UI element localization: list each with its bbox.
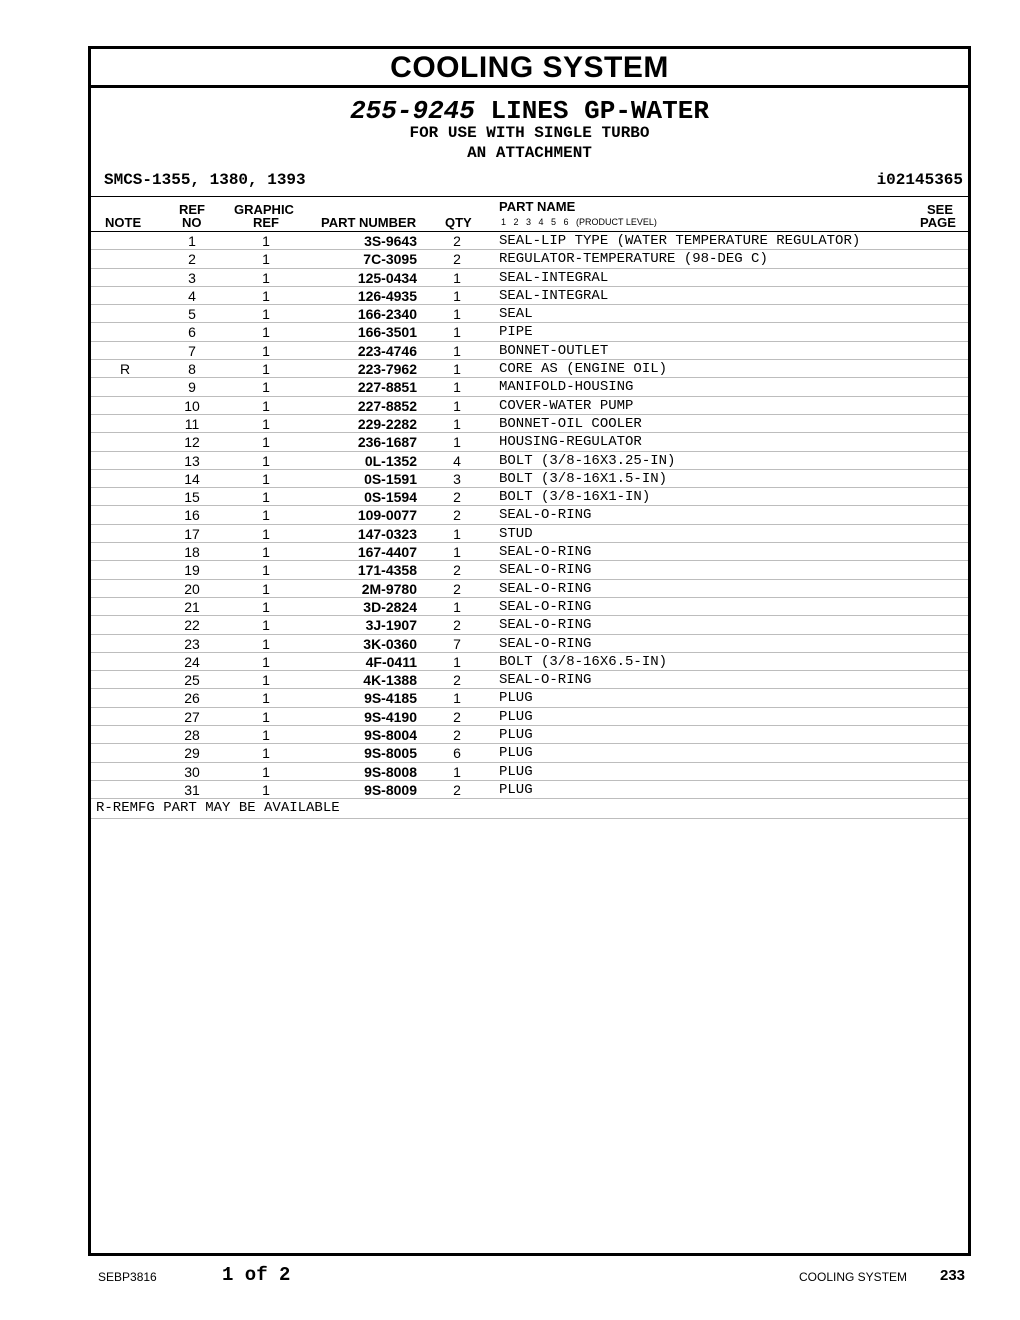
illustration-id: i02145365 <box>876 171 963 189</box>
ref-no-cell: 9 <box>188 379 196 396</box>
group-header <box>91 88 968 197</box>
table-row <box>91 580 968 598</box>
part-number-cell: 0S-1591 <box>364 470 417 487</box>
qty-cell: 1 <box>453 653 461 670</box>
graphic-ref-cell: 1 <box>262 763 270 780</box>
table-row <box>91 397 968 415</box>
table-row <box>91 561 968 579</box>
graphic-ref-cell: 1 <box>262 653 270 670</box>
table-row <box>91 433 968 451</box>
part-number-cell: 3D-2824 <box>363 598 417 615</box>
ref-no-cell: 24 <box>184 653 200 670</box>
graphic-ref-cell: 1 <box>262 306 270 323</box>
graphic-ref-cell: 1 <box>262 251 270 268</box>
table-row <box>91 598 968 616</box>
table-row <box>91 506 968 524</box>
group-name: LINES GP-WATER <box>490 96 709 126</box>
part-name-cell: MANIFOLD-HOUSING <box>499 379 634 396</box>
part-name-cell: SEAL-INTEGRAL <box>499 269 609 286</box>
qty-cell: 2 <box>453 781 461 798</box>
qty-cell: 1 <box>453 379 461 396</box>
qty-cell: 2 <box>453 562 461 579</box>
graphic-ref-cell: 1 <box>262 434 270 451</box>
part-number-cell: 0L-1352 <box>364 452 417 469</box>
graphic-ref-cell: 1 <box>262 287 270 304</box>
ref-no-cell: 7 <box>188 342 196 359</box>
part-name-cell: SEAL <box>499 306 533 323</box>
table-row <box>91 763 968 781</box>
footer-page-number: 233 <box>940 1267 966 1284</box>
ref-header-top: REF <box>179 202 205 217</box>
part-number-cell: 3K-0360 <box>363 635 417 652</box>
part-number-cell: 126-4935 <box>357 287 417 304</box>
section-title: COOLING SYSTEM <box>91 49 968 88</box>
part-number-cell: 0S-1594 <box>364 489 417 506</box>
part-name-cell: STUD <box>499 525 533 542</box>
table-row <box>91 269 968 287</box>
qty-cell: 2 <box>453 233 461 249</box>
table-row <box>91 671 968 689</box>
ref-no-cell: 6 <box>188 324 196 341</box>
ref-no-cell: 17 <box>184 525 200 542</box>
table-row <box>91 708 968 726</box>
part-name-cell: SEAL-O-RING <box>499 562 592 579</box>
graphic-ref-cell: 1 <box>262 745 270 762</box>
part-name-cell: SEAL-LIP TYPE (WATER TEMPERATURE REGULATOR) <box>499 233 861 249</box>
part-number-cell: 2M-9780 <box>361 580 417 597</box>
ref-no-cell: 8 <box>188 361 196 378</box>
part-number-cell: 223-7962 <box>357 361 417 378</box>
graphic-ref-cell: 1 <box>262 324 270 341</box>
part-number-cell: 227-8851 <box>357 379 417 396</box>
table-row <box>91 452 968 470</box>
parts-list <box>91 232 968 799</box>
table-row <box>91 781 968 799</box>
table-row <box>91 525 968 543</box>
table-row <box>91 744 968 762</box>
graphic-ref-cell: 1 <box>262 397 270 414</box>
graphic-ref-cell: 1 <box>262 361 270 378</box>
table-row <box>91 470 968 488</box>
graphic-ref-cell: 1 <box>262 635 270 652</box>
part-name-cell: SEAL-O-RING <box>499 580 592 597</box>
page-footer <box>0 1264 1020 1294</box>
part-number-cell: 9S-4190 <box>364 708 417 725</box>
ref-no-cell: 5 <box>188 306 196 323</box>
part-number-cell: 166-2340 <box>357 306 417 323</box>
qty-cell: 2 <box>453 708 461 725</box>
ref-no-cell: 18 <box>184 544 200 561</box>
note-cell: R <box>119 361 131 378</box>
ref-no-cell: 23 <box>184 635 200 652</box>
group-title <box>91 96 968 126</box>
ref-no-cell: 2 <box>188 251 196 268</box>
part-name-cell: SEAL-INTEGRAL <box>499 287 609 304</box>
ref-no-cell: 29 <box>184 745 200 762</box>
part-number-cell: 223-4746 <box>357 342 417 359</box>
part-number-cell: 9S-8009 <box>364 781 417 798</box>
parts-page-frame <box>88 46 971 1256</box>
part-number-cell: 3J-1907 <box>365 617 417 634</box>
part-name-cell: SEAL-O-RING <box>499 544 592 561</box>
ref-no-cell: 1 <box>188 233 196 249</box>
ref-no-cell: 12 <box>184 434 200 451</box>
part-number-cell: 4K-1388 <box>363 672 417 689</box>
part-name-cell: SEAL-O-RING <box>499 598 592 615</box>
graphic-ref-cell: 1 <box>262 233 270 249</box>
graphic-ref-cell: 1 <box>262 452 270 469</box>
ref-no-cell: 13 <box>184 452 200 469</box>
part-number-cell: 166-3501 <box>357 324 417 341</box>
part-name-cell: PLUG <box>499 690 533 707</box>
part-number-cell: 125-0434 <box>357 269 417 286</box>
ref-no-cell: 4 <box>188 287 196 304</box>
table-row <box>91 232 968 250</box>
part-number-cell: 229-2282 <box>357 415 417 432</box>
table-row <box>91 305 968 323</box>
part-name-cell: COVER-WATER PUMP <box>499 397 634 414</box>
graphic-ref-cell: 1 <box>262 470 270 487</box>
table-row <box>91 323 968 341</box>
part-name-cell: SEAL-O-RING <box>499 672 592 689</box>
table-row <box>91 635 968 653</box>
part-name-cell: BOLT (3/8-16X1.5-IN) <box>499 470 668 487</box>
ref-no-cell: 3 <box>188 269 196 286</box>
table-row <box>91 653 968 671</box>
graphic-ref-cell: 1 <box>262 269 270 286</box>
product-level-header: 1 2 3 4 5 6 (PRODUCT LEVEL) <box>501 217 657 227</box>
graphic-ref-cell: 1 <box>262 598 270 615</box>
qty-cell: 1 <box>453 361 461 378</box>
part-name-cell: SEAL-O-RING <box>499 617 592 634</box>
part-number-cell: 3S-9643 <box>364 233 417 249</box>
part-name-cell: BOLT (3/8-16X3.25-IN) <box>499 452 676 469</box>
graphic-ref-cell: 1 <box>262 525 270 542</box>
graphic-ref-cell: 1 <box>262 672 270 689</box>
qty-cell: 7 <box>453 635 461 652</box>
part-name-cell: REGULATOR-TEMPERATURE (98-DEG C) <box>499 251 768 268</box>
qty-cell: 2 <box>453 251 461 268</box>
footer-section: COOLING SYSTEM <box>799 1270 908 1284</box>
part-number-cell: 236-1687 <box>357 434 417 451</box>
ref-no-cell: 31 <box>184 781 200 798</box>
ref-no-cell: 28 <box>184 727 200 744</box>
footer-doc-id: SEBP3816 <box>98 1270 157 1284</box>
qty-cell: 3 <box>453 470 461 487</box>
graphic-ref-cell: 1 <box>262 708 270 725</box>
graphic-ref-cell: 1 <box>262 342 270 359</box>
part-name-cell: BOLT (3/8-16X6.5-IN) <box>499 653 668 670</box>
qty-cell: 6 <box>453 745 461 762</box>
part-name-cell: BONNET-OIL COOLER <box>499 415 642 432</box>
smcs-codes: SMCS-1355, 1380, 1393 <box>104 171 306 189</box>
part-name-cell: PLUG <box>499 745 533 762</box>
graphic-ref-cell: 1 <box>262 617 270 634</box>
part-name-cell: BOLT (3/8-16X1-IN) <box>499 489 651 506</box>
qty-cell: 2 <box>453 727 461 744</box>
ref-no-cell: 25 <box>184 672 200 689</box>
qty-cell: 1 <box>453 397 461 414</box>
group-number: 255-9245 <box>350 96 475 126</box>
qty-cell: 2 <box>453 507 461 524</box>
qty-cell: 1 <box>453 525 461 542</box>
qty-cell: 1 <box>453 324 461 341</box>
graphic-ref-cell: 1 <box>262 544 270 561</box>
graphic-ref-cell: 1 <box>262 690 270 707</box>
qty-cell: 1 <box>453 415 461 432</box>
part-name-cell: SEAL-O-RING <box>499 507 592 524</box>
part-name-cell: PLUG <box>499 781 533 798</box>
part-number-cell: 9S-8004 <box>364 727 417 744</box>
graphic-ref-cell: 1 <box>262 580 270 597</box>
graphic-ref-cell: 1 <box>262 415 270 432</box>
part-number-cell: 147-0323 <box>357 525 417 542</box>
part-number-cell: 9S-8005 <box>364 745 417 762</box>
graphic-ref-cell: 1 <box>262 781 270 798</box>
qty-cell: 1 <box>453 269 461 286</box>
ref-no-cell: 11 <box>184 415 200 432</box>
qty-cell: 2 <box>453 580 461 597</box>
part-name-header: PART NAME <box>499 199 576 214</box>
ref-no-cell: 16 <box>184 507 200 524</box>
ref-no-cell: 30 <box>184 763 200 780</box>
group-usage-line: FOR USE WITH SINGLE TURBO <box>409 124 650 142</box>
table-row <box>91 488 968 506</box>
part-number-cell: 9S-8008 <box>364 763 417 780</box>
qty-cell: 1 <box>453 763 461 780</box>
qty-cell: 1 <box>453 306 461 323</box>
graphic-ref-cell: 1 <box>262 489 270 506</box>
qty-cell: 1 <box>453 434 461 451</box>
part-number-cell: 227-8852 <box>357 397 417 414</box>
table-row <box>91 287 968 305</box>
part-number-cell: 4F-0411 <box>365 653 417 670</box>
qty-cell: 2 <box>453 489 461 506</box>
table-row <box>91 360 968 378</box>
table-row <box>91 543 968 561</box>
qty-cell: 4 <box>453 452 461 469</box>
ref-no-cell: 14 <box>184 470 200 487</box>
graphic-ref-cell: 1 <box>262 507 270 524</box>
part-name-cell: PLUG <box>499 763 533 780</box>
table-row <box>91 616 968 634</box>
part-name-cell: BONNET-OUTLET <box>499 342 609 359</box>
part-name-cell: HOUSING-REGULATOR <box>499 434 642 451</box>
qty-cell: 1 <box>453 287 461 304</box>
table-row <box>91 415 968 433</box>
part-name-cell: PLUG <box>499 708 533 725</box>
table-row <box>91 250 968 268</box>
part-number-cell: 171-4358 <box>357 562 417 579</box>
part-number-header: PART NUMBER <box>321 215 417 230</box>
column-headers <box>91 197 968 232</box>
see-page-header-top: SEE <box>927 202 954 217</box>
group-attachment-line: AN ATTACHMENT <box>467 144 592 162</box>
part-number-cell: 167-4407 <box>357 544 417 561</box>
ref-no-cell: 10 <box>184 397 200 414</box>
graphic-header-top: GRAPHIC <box>234 202 294 217</box>
graphic-ref-cell: 1 <box>262 727 270 744</box>
see-page-header-bottom: PAGE <box>920 215 956 230</box>
qty-header: QTY <box>445 215 472 230</box>
ref-no-cell: 21 <box>184 598 200 615</box>
ref-header-bottom: NO <box>182 215 202 230</box>
ref-no-cell: 15 <box>184 489 200 506</box>
part-number-cell: 7C-3095 <box>363 251 417 268</box>
qty-cell: 2 <box>453 617 461 634</box>
footer-page-of: 1 of 2 <box>222 1264 291 1286</box>
qty-cell: 1 <box>453 544 461 561</box>
part-name-cell: PIPE <box>499 324 533 341</box>
ref-no-cell: 26 <box>184 690 200 707</box>
footnote: R-REMFG PART MAY BE AVAILABLE <box>91 799 968 819</box>
table-row <box>91 378 968 396</box>
note-header: NOTE <box>105 215 142 230</box>
qty-cell: 1 <box>453 598 461 615</box>
part-name-cell: CORE AS (ENGINE OIL) <box>499 361 668 378</box>
qty-cell: 1 <box>453 342 461 359</box>
graphic-ref-cell: 1 <box>262 562 270 579</box>
part-number-cell: 9S-4185 <box>364 690 417 707</box>
table-row <box>91 342 968 360</box>
part-name-cell: SEAL-O-RING <box>499 635 592 652</box>
part-number-cell: 109-0077 <box>357 507 417 524</box>
qty-cell: 1 <box>453 690 461 707</box>
ref-no-cell: 22 <box>184 617 200 634</box>
table-row <box>91 689 968 707</box>
ref-no-cell: 27 <box>184 708 200 725</box>
ref-no-cell: 20 <box>184 580 200 597</box>
table-row <box>91 726 968 744</box>
graphic-header-bottom: REF <box>253 215 279 230</box>
ref-no-cell: 19 <box>184 562 200 579</box>
part-name-cell: PLUG <box>499 727 533 744</box>
qty-cell: 2 <box>453 672 461 689</box>
graphic-ref-cell: 1 <box>262 379 270 396</box>
